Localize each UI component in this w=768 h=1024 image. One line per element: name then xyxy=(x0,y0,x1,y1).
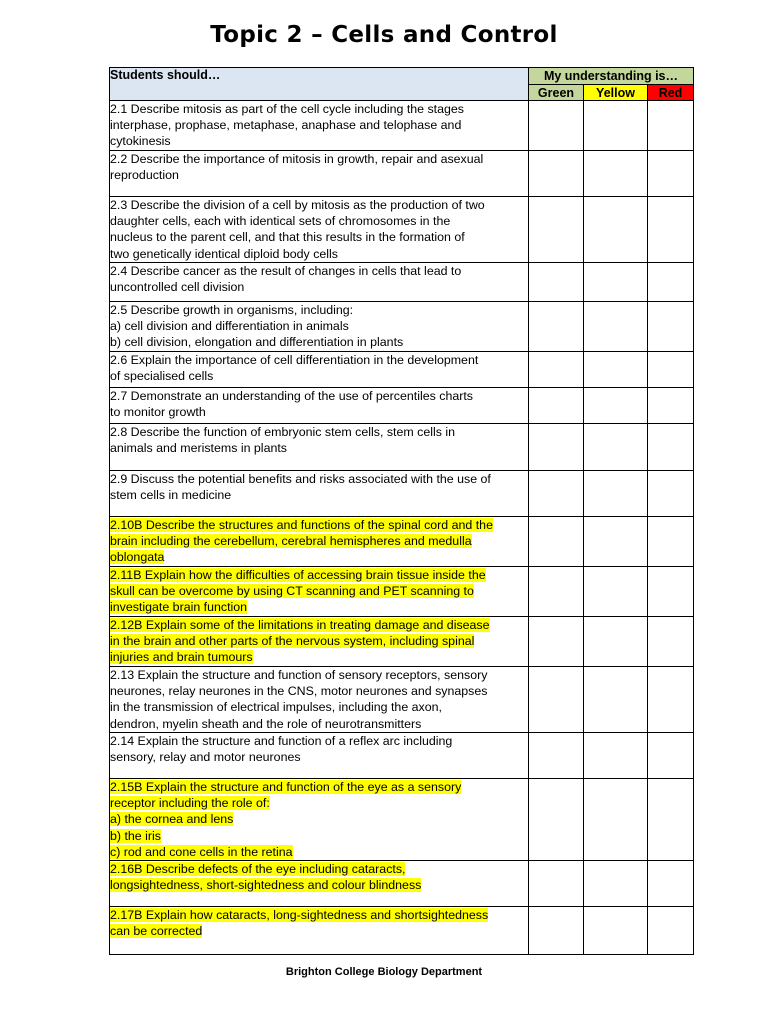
learning-objective-cell xyxy=(110,101,529,151)
green-rating-box[interactable] xyxy=(529,424,584,471)
red-rating-box[interactable] xyxy=(648,617,694,667)
page-title: Topic 2 – Cells and Control xyxy=(210,22,558,48)
learning-objective-text: 2.1 Describe mitosis as part of the cell cycle including the stages interphase, prophase, metaphase, anaphase and telophase and cytokinesis xyxy=(110,102,464,149)
yellow-rating-header: Yellow xyxy=(584,85,648,101)
red-rating-header: Red xyxy=(648,85,694,101)
table-row xyxy=(110,197,694,263)
green-rating-box[interactable] xyxy=(529,471,584,517)
red-rating-box[interactable] xyxy=(648,352,694,388)
table-body xyxy=(110,101,694,955)
learning-objective-text: 2.12B Explain some of the limitations in treating damage and disease in the brain and other parts of the nervous system, including spinal injuries and brain tumours xyxy=(110,618,490,665)
yellow-rating-box[interactable] xyxy=(584,302,648,352)
yellow-rating-box[interactable] xyxy=(584,101,648,151)
table-row xyxy=(110,517,694,567)
learning-objective-cell xyxy=(110,517,529,567)
learning-objective-cell xyxy=(110,779,529,861)
green-rating-box[interactable] xyxy=(529,617,584,667)
learning-objective-cell xyxy=(110,197,529,263)
red-rating-box[interactable] xyxy=(648,779,694,861)
red-rating-box[interactable] xyxy=(648,733,694,779)
learning-objective-cell xyxy=(110,151,529,197)
my-understanding-header: My understanding is… xyxy=(529,68,694,85)
green-rating-box[interactable] xyxy=(529,567,584,617)
green-rating-box[interactable] xyxy=(529,151,584,197)
green-rating-box[interactable] xyxy=(529,517,584,567)
table-row xyxy=(110,101,694,151)
yellow-rating-box[interactable] xyxy=(584,567,648,617)
red-rating-box[interactable] xyxy=(648,907,694,955)
green-rating-box[interactable] xyxy=(529,101,584,151)
footer-department: Brighton College Biology Department xyxy=(285,966,483,978)
learning-objective-cell xyxy=(110,667,529,733)
green-rating-box[interactable] xyxy=(529,197,584,263)
table-row xyxy=(110,471,694,517)
table-row xyxy=(110,779,694,861)
table-row xyxy=(110,667,694,733)
learning-objective-text: 2.2 Describe the importance of mitosis in growth, repair and asexual reproduction xyxy=(110,152,484,183)
red-rating-box[interactable] xyxy=(648,424,694,471)
learning-objective-text: 2.7 Demonstrate an understanding of the use of percentiles charts to monitor growth xyxy=(110,389,473,420)
green-rating-box[interactable] xyxy=(529,388,584,424)
green-rating-box[interactable] xyxy=(529,667,584,733)
table-row xyxy=(110,302,694,352)
learning-objective-cell xyxy=(110,567,529,617)
learning-objective-text: 2.17B Explain how cataracts, long-sightedness and shortsightedness can be corrected xyxy=(110,908,489,939)
learning-objective-text: 2.13 Explain the structure and function of sensory receptors, sensory neurones, relay neurones in the CNS, motor neurones and synapses in the transmission of electrical impulses, including the axon, dendron, myelin sheath and the role of neurotransmitters xyxy=(110,668,488,731)
learning-objective-cell xyxy=(110,424,529,471)
yellow-rating-box[interactable] xyxy=(584,388,648,424)
table-row xyxy=(110,263,694,302)
red-rating-box[interactable] xyxy=(648,151,694,197)
learning-objective-cell xyxy=(110,617,529,667)
red-rating-box[interactable] xyxy=(648,388,694,424)
table-row xyxy=(110,567,694,617)
red-rating-box[interactable] xyxy=(648,197,694,263)
green-rating-box[interactable] xyxy=(529,302,584,352)
green-rating-header: Green xyxy=(529,85,584,101)
learning-objective-cell xyxy=(110,388,529,424)
table-row xyxy=(110,861,694,907)
red-rating-box[interactable] xyxy=(648,567,694,617)
yellow-rating-box[interactable] xyxy=(584,667,648,733)
learning-objective-cell xyxy=(110,733,529,779)
table-row xyxy=(110,352,694,388)
learning-objective-text: 2.9 Discuss the potential benefits and risks associated with the use of stem cells in medicine xyxy=(110,472,491,503)
green-rating-box[interactable] xyxy=(529,907,584,955)
learning-objective-cell xyxy=(110,352,529,388)
table-row xyxy=(110,151,694,197)
green-rating-box[interactable] xyxy=(529,263,584,302)
learning-objective-text: 2.6 Explain the importance of cell differentiation in the development of specialised cells xyxy=(110,353,479,384)
table-row xyxy=(110,424,694,471)
green-rating-box[interactable] xyxy=(529,861,584,907)
green-rating-box[interactable] xyxy=(529,779,584,861)
yellow-rating-box[interactable] xyxy=(584,197,648,263)
learning-objective-cell xyxy=(110,263,529,302)
learning-objective-cell xyxy=(110,471,529,517)
yellow-rating-box[interactable] xyxy=(584,263,648,302)
students-should-header: Students should… xyxy=(110,68,529,101)
yellow-rating-box[interactable] xyxy=(584,517,648,567)
learning-objective-text: 2.16B Describe defects of the eye including cataracts, longsightedness, short-sightedness and colour blindness xyxy=(110,862,422,893)
yellow-rating-box[interactable] xyxy=(584,733,648,779)
learning-objective-cell xyxy=(110,302,529,352)
yellow-rating-box[interactable] xyxy=(584,471,648,517)
red-rating-box[interactable] xyxy=(648,302,694,352)
table-row xyxy=(110,733,694,779)
learning-objective-text: 2.3 Describe the division of a cell by mitosis as the production of two daughter cells, each with identical sets of chromosomes in the nucleus to the parent cell, and that this results in the formation of two genetically identical diploid body cells xyxy=(110,198,485,261)
understanding-table xyxy=(109,67,694,955)
learning-objective-text: 2.15B Explain the structure and function of the eye as a sensory receptor including the role of: a) the cornea and lens b) the iris c) rod and cone cells in the retina xyxy=(110,780,462,859)
learning-objective-text: 2.10B Describe the structures and functions of the spinal cord and the brain including the cerebellum, cerebral hemispheres and medulla oblongata xyxy=(110,518,493,565)
red-rating-box[interactable] xyxy=(648,101,694,151)
learning-objective-text: 2.8 Describe the function of embryonic stem cells, stem cells in animals and meristems in plants xyxy=(110,425,456,456)
red-rating-box[interactable] xyxy=(648,861,694,907)
learning-objective-text: 2.4 Describe cancer as the result of changes in cells that lead to uncontrolled cell division xyxy=(110,264,462,295)
green-rating-box[interactable] xyxy=(529,352,584,388)
learning-objective-text: 2.5 Describe growth in organisms, including: a) cell division and differentiation in animals b) cell division, elongation and differentiation in plants xyxy=(110,303,404,350)
red-rating-box[interactable] xyxy=(648,263,694,302)
table-row xyxy=(110,388,694,424)
learning-objective-text: 2.11B Explain how the difficulties of accessing brain tissue inside the skull can be overcome by using CT scanning and PET scanning to investigate brain function xyxy=(110,568,486,615)
green-rating-box[interactable] xyxy=(529,733,584,779)
yellow-rating-box[interactable] xyxy=(584,861,648,907)
red-rating-box[interactable] xyxy=(648,517,694,567)
yellow-rating-box[interactable] xyxy=(584,151,648,197)
yellow-rating-box[interactable] xyxy=(584,424,648,471)
yellow-rating-box[interactable] xyxy=(584,617,648,667)
yellow-rating-box[interactable] xyxy=(584,779,648,861)
red-rating-box[interactable] xyxy=(648,667,694,733)
yellow-rating-box[interactable] xyxy=(584,907,648,955)
learning-objective-cell xyxy=(110,907,529,955)
red-rating-box[interactable] xyxy=(648,471,694,517)
table-row xyxy=(110,907,694,955)
yellow-rating-box[interactable] xyxy=(584,352,648,388)
learning-objective-cell xyxy=(110,861,529,907)
table-row xyxy=(110,617,694,667)
learning-objective-text: 2.14 Explain the structure and function of a reflex arc including sensory, relay and motor neurones xyxy=(110,734,453,765)
